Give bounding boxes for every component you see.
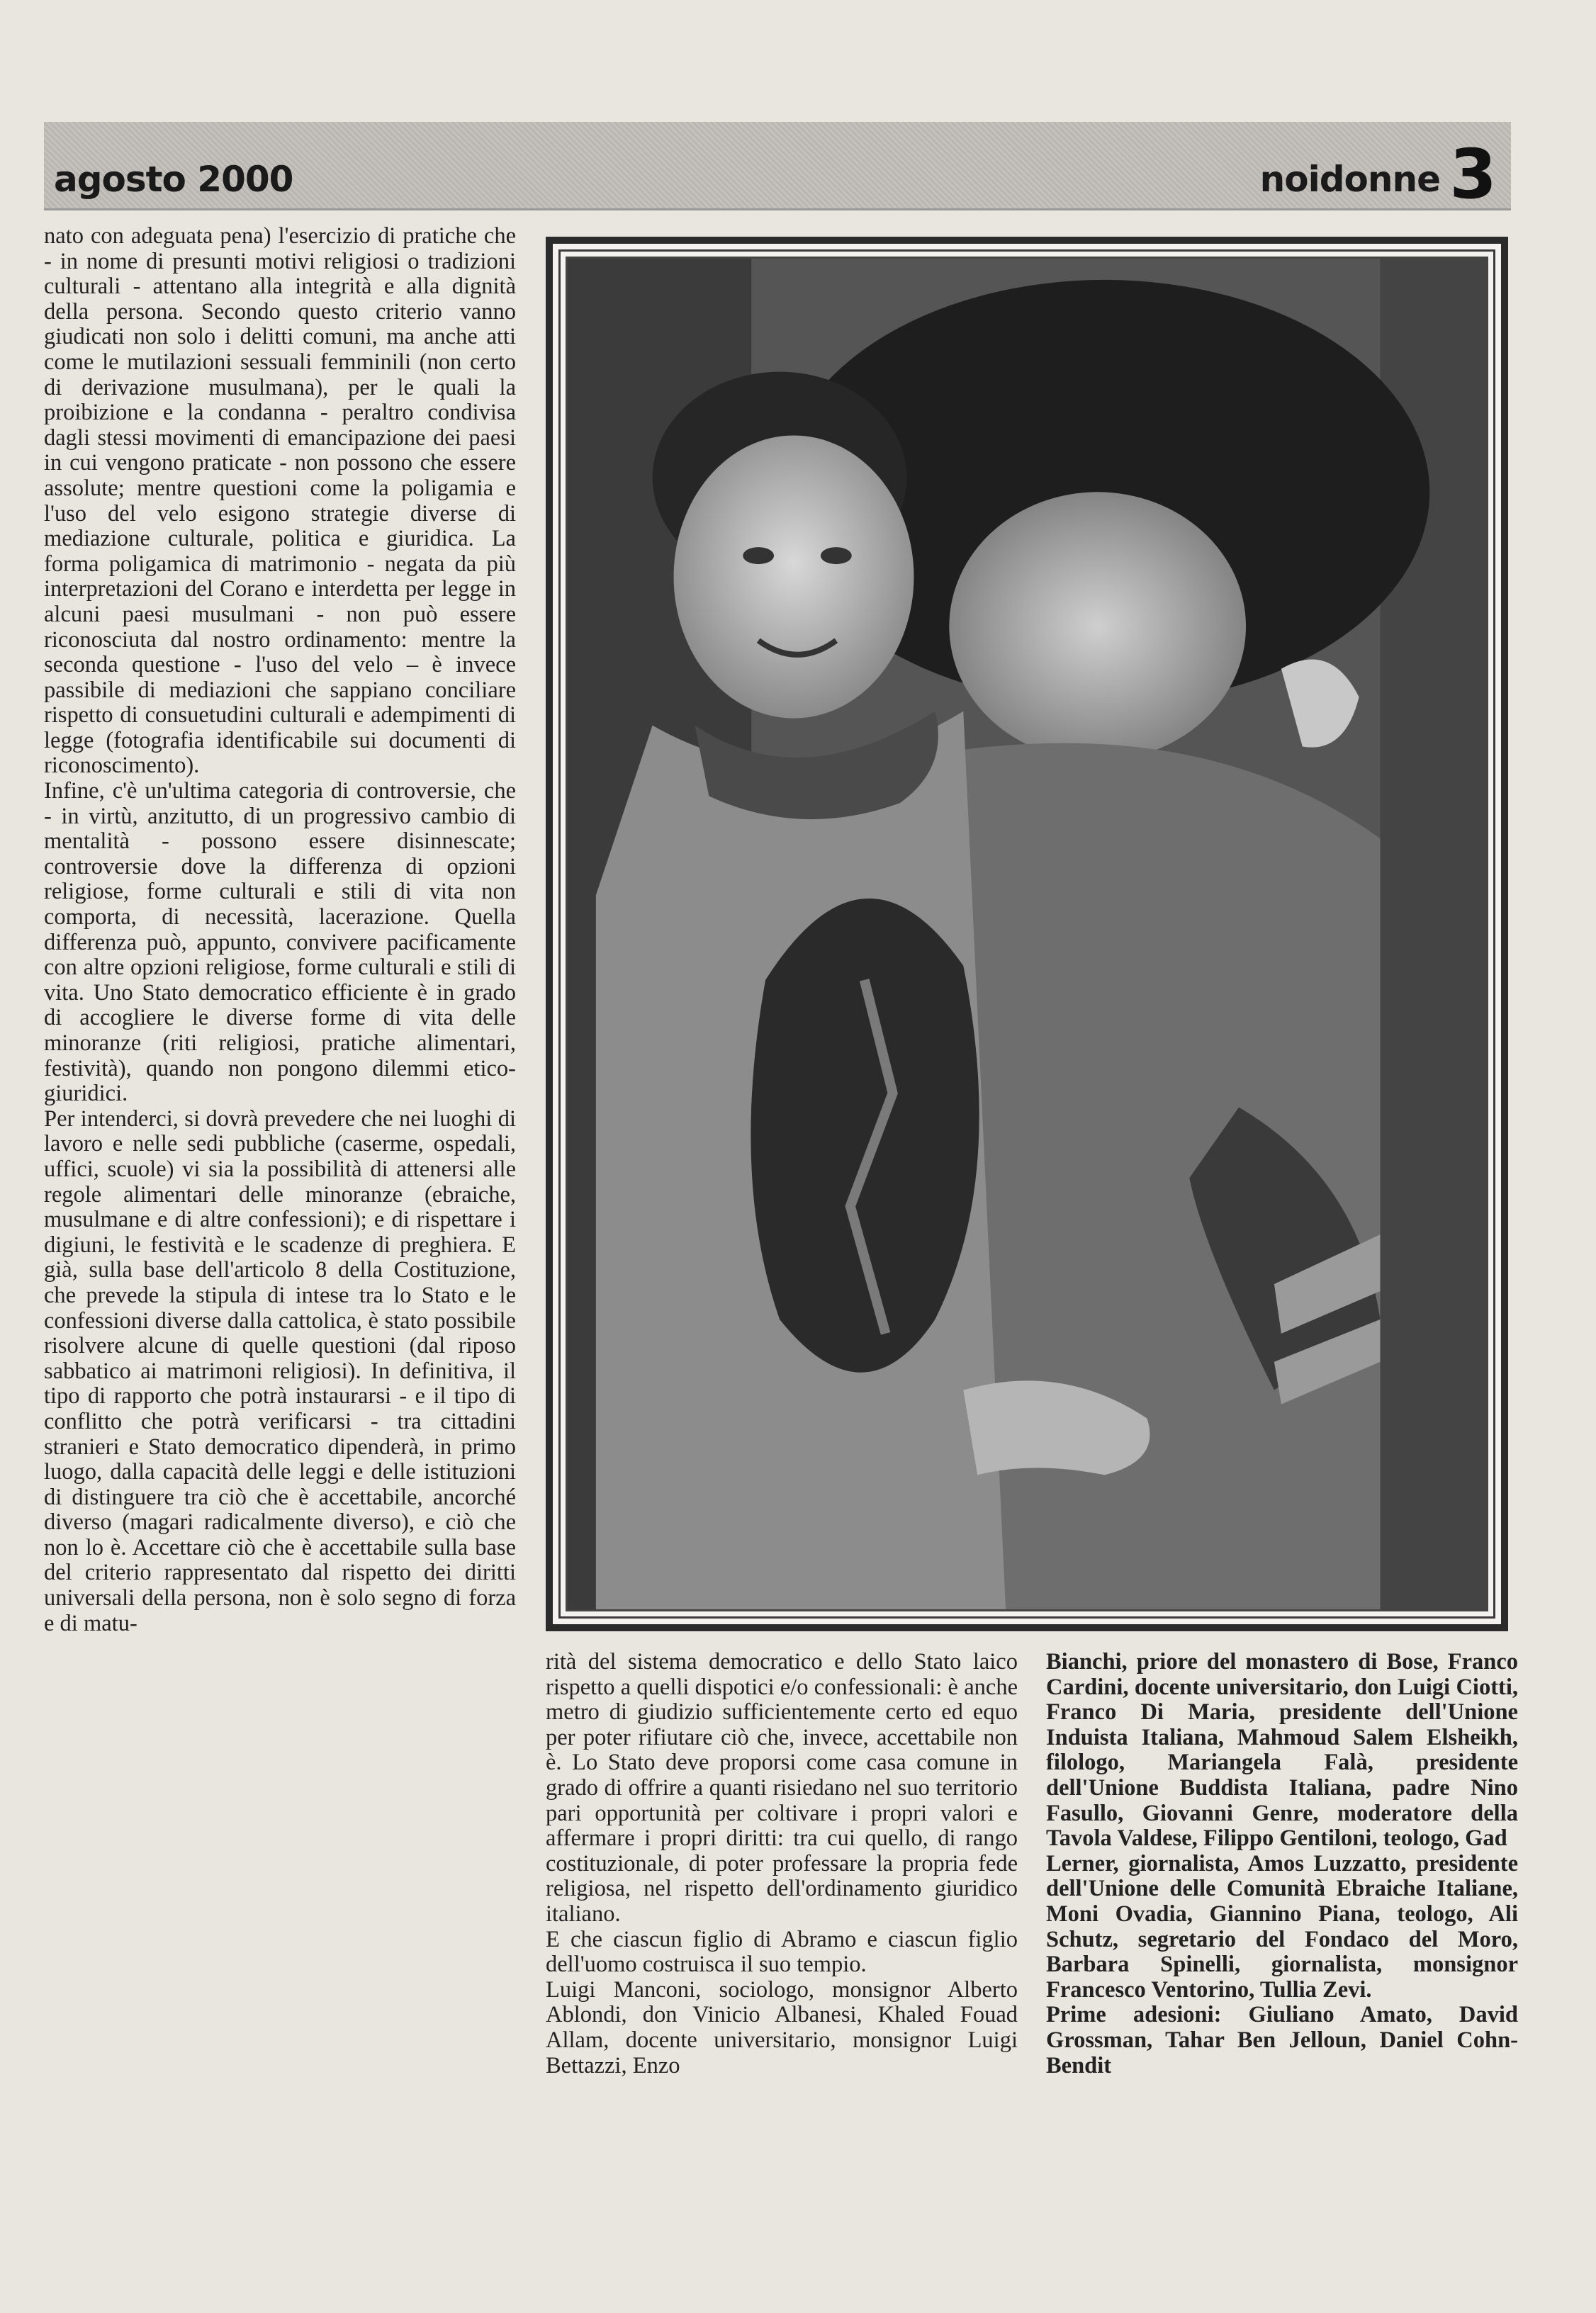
magazine-name: noidonne	[1259, 159, 1440, 200]
photo-illustration	[568, 259, 1486, 1609]
photo-mother-and-child	[566, 257, 1488, 1611]
text-column-1	[44, 224, 516, 1636]
paragraph: rità del sistema democratico e dello Stato laico rispetto a quelli dispotici e/o confessionali: è anche metro di giudizio sufficientemente certo ed equo per poter rifiutare ciò che, invece, accettabile non è. Lo Stato deve proporsi come casa comune in grado di offrire a quanti risiedano nel suo territorio pari opportunità per coltivare i propri valori e affermare i propri diritti: tra cui quello, di rango costituzionale, di poter professare la propria fede religiosa, nel rispetto dell'ordinamento giuridico italiano.	[546, 1649, 1018, 1927]
page-header	[44, 122, 1511, 214]
text-column-3	[1046, 1650, 1518, 2078]
paragraph: E che ciascun figlio di Abramo e ciascun figlio dell'uomo costruisca il suo tempio.	[546, 1926, 1018, 1978]
page-number: 3	[1449, 135, 1497, 214]
paragraph: Per intenderci, si dovrà prevedere che nei luoghi di lavoro e nelle sedi pubbliche (caserme, ospedali, uffici, scuole) vi sia la possibilità di attenersi alle regole alimentari delle minoranze (ebraiche, musulmane e di altre confessioni); e di rispettare i digiuni, le festività e le scadenze di preghiera. E già, sulla base dell'articolo 8 della Costituzione, che prevede la stipula di intese tra lo Stato e le confessioni diverse dalla cattolica, è stato possibile risolvere alcune di quelle questioni (dal riposo sabbatico ai matrimoni religiosi). In definitiva, il tipo di rapporto che potrà instaurarsi - e il tipo di conflitto che potrà verificarsi - tra cittadini stranieri e Stato democratico dipenderà, in primo luogo, dalla capacità delle leggi e delle istituzioni di distinguere tra ciò che è accettabile, ancorché diverso (magari radicalmente diverso), e ciò che non lo è. Accettare ciò che è accettabile sulla base del criterio rappresentato dal rispetto dei diritti universali della persona, non è solo segno di forza e di matu-	[44, 1105, 516, 1636]
paragraph: Bianchi, priore del monastero di Bose, Franco Cardini, docente universitario, don Luigi Ciotti, Franco Di Maria, presidente dell'Unione Induista Italiana, Mahmoud Salem Elsheikh, filologo, Mariangela Falà, presidente dell'Unione Buddista Italiana, padre Nino Fasullo, Giovanni Genre, moderatore della Tavola Valdese, Filippo Gentiloni, teologo, Gad	[1046, 1649, 1518, 1852]
photo-frame	[546, 237, 1508, 1631]
paragraph: Infine, c'è un'ultima categoria di controversie, che - in virtù, anzitutto, di un progressivo cambio di mentalità - possono essere disinnescate; controversie dove la differenza di opzioni religiose, forme culturali e stili di vita non comporta, di necessità, lacerazione. Quella differenza può, appunto, convivere pacificamente con altre opzioni religiose, forme culturali e stili di vita. Uno Stato democratico efficiente è in grado di accogliere le diverse forme di vita delle minoranze (riti religiosi, pratiche alimentari, festività), quando non pongono dilemmi etico-giuridici.	[44, 778, 516, 1107]
text-column-2	[546, 1650, 1018, 2078]
paragraph: nato con adeguata pena) l'esercizio di pratiche che - in nome di presunti motivi religiosi o tradizioni culturali - attentano alla integrità e alla dignità della persona. Secondo questo criterio vanno giudicati non solo i delitti comuni, ma anche atti come le mutilazioni sessuali femminili (non certo di derivazione musulmana), per le quali la proibizione e la condanna - peraltro condivisa dagli stessi movimenti di emancipazione dei paesi in cui vengono praticate - non possono che essere assolute; mentre questioni come la poligamia e l'uso del velo esigono strategie diverse di mediazione culturale, politica e giuridica. La forma poligamica di matrimonio - negata da più interpretazioni del Corano e interdetta per legge in alcuni paesi musulmani - non può essere riconosciuta dal nostro ordinamento: mentre la seconda questione - l'uso del velo – è invece passibile di mediazioni che sappiano conciliare rispetto di consuetudini culturali e adempimenti di legge (fotografia identificabile sui documenti di riconoscimento).	[44, 223, 516, 779]
paragraph: Lerner, giornalista, Amos Luzzatto, presidente dell'Unione delle Comunità Ebraiche Italiane, Moni Ovadia, Giannino Piana, teologo, Ali Schutz, segretario del Fondaco del Moro, Barbara Spinelli, giornalista, monsignor Francesco Ventorino, Tullia Zevi.	[1046, 1850, 1518, 2003]
paragraph: Prime adesioni: Giuliano Amato, David Grossman, Tahar Ben Jelloun, Daniel Cohn- Bendit	[1046, 2002, 1518, 2078]
issue-date: agosto 2000	[54, 159, 293, 200]
paragraph: Luigi Manconi, sociologo, monsignor Alberto Ablondi, don Vinicio Albanesi, Khaled Fouad Allam, docente universitario, monsignor Luigi Bettazzi, Enzo	[546, 1976, 1018, 2078]
